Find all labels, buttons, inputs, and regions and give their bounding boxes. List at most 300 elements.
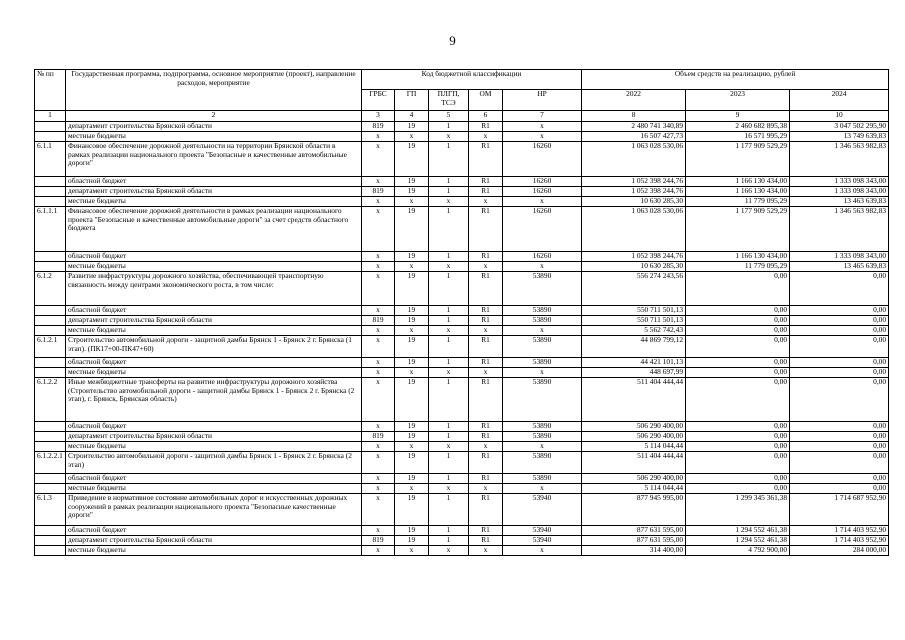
plgp-cell: x	[429, 546, 469, 556]
value-2024-cell: 0,00	[790, 336, 889, 358]
gp-cell: 19	[395, 316, 429, 326]
plgp-cell: 1	[429, 378, 469, 422]
nr-cell: 16260	[503, 142, 582, 177]
plgp-cell: 1	[429, 536, 469, 546]
gp-cell: x	[395, 368, 429, 378]
table-row	[35, 272, 889, 306]
om-cell: R1	[469, 358, 503, 368]
col-number: 4	[395, 111, 429, 122]
value-2023-cell: 0,00	[686, 474, 790, 484]
grbs-cell: 819	[362, 432, 395, 442]
gp-cell: 19	[395, 306, 429, 316]
grbs-cell: x	[362, 452, 395, 474]
plgp-cell: 1	[429, 422, 469, 432]
table-row	[35, 442, 889, 452]
row-num-cell	[35, 536, 66, 546]
row-num-cell	[35, 252, 66, 262]
row-num-cell	[35, 432, 66, 442]
value-2023-cell: 11 779 095,29	[686, 262, 790, 272]
plgp-cell: 1	[429, 122, 469, 132]
value-2023-cell: 0,00	[686, 358, 790, 368]
grbs-cell: x	[362, 132, 395, 142]
value-2024-cell: 0,00	[790, 432, 889, 442]
grbs-cell: x	[362, 272, 395, 306]
row-num-cell	[35, 422, 66, 432]
table-row	[35, 336, 889, 358]
table-row	[35, 187, 889, 197]
plgp-cell: 1	[429, 358, 469, 368]
header-col-2022: 2022	[582, 90, 686, 111]
nr-cell: 16260	[503, 177, 582, 187]
value-2024-cell: 284 000,00	[790, 546, 889, 556]
value-2022-cell: 877 631 595,00	[582, 526, 686, 536]
gp-cell: 19	[395, 177, 429, 187]
value-2023-cell: 1 166 130 434,00	[686, 187, 790, 197]
table-row	[35, 378, 889, 422]
plgp-cell: 1	[429, 142, 469, 177]
value-2024-cell: 0,00	[790, 442, 889, 452]
row-num-cell: 6.1.2	[35, 272, 66, 306]
nr-cell: x	[503, 262, 582, 272]
plgp-cell: 1	[429, 526, 469, 536]
plgp-cell: 1	[429, 452, 469, 474]
grbs-cell: x	[362, 358, 395, 368]
value-2022-cell: 877 631 595,00	[582, 536, 686, 546]
value-2024-cell: 1 714 403 952,90	[790, 536, 889, 546]
om-cell: R1	[469, 316, 503, 326]
plgp-cell: x	[429, 197, 469, 207]
gp-cell: 19	[395, 187, 429, 197]
grbs-cell: x	[362, 142, 395, 177]
value-2023-cell: 4 792 900,00	[686, 546, 790, 556]
nr-cell: 53890	[503, 336, 582, 358]
nr-cell: 53940	[503, 494, 582, 526]
om-cell: R1	[469, 122, 503, 132]
gp-cell: x	[395, 326, 429, 336]
grbs-cell: 819	[362, 536, 395, 546]
grbs-cell: 819	[362, 187, 395, 197]
value-2024-cell: 0,00	[790, 358, 889, 368]
grbs-cell: x	[362, 336, 395, 358]
row-name-cell: областной бюджет	[66, 358, 362, 368]
om-cell: x	[469, 442, 503, 452]
om-cell: R1	[469, 306, 503, 316]
table-row	[35, 368, 889, 378]
value-2023-cell: 16 571 995,29	[686, 132, 790, 142]
value-2024-cell: 13 465 639,83	[790, 262, 889, 272]
om-cell: R1	[469, 378, 503, 422]
value-2022-cell: 16 507 427,73	[582, 132, 686, 142]
value-2023-cell: 11 779 095,29	[686, 197, 790, 207]
om-cell: x	[469, 546, 503, 556]
budget-table	[34, 69, 889, 556]
col-number: 5	[429, 111, 469, 122]
value-2022-cell: 550 711 501,13	[582, 306, 686, 316]
col-number: 3	[362, 111, 395, 122]
table-body	[35, 122, 889, 556]
plgp-cell: x	[429, 442, 469, 452]
om-cell: R1	[469, 272, 503, 306]
value-2024-cell: 13 749 639,83	[790, 132, 889, 142]
value-2022-cell: 44 869 799,12	[582, 336, 686, 358]
om-cell: R1	[469, 142, 503, 177]
value-2023-cell: 0,00	[686, 272, 790, 306]
row-name-cell: местные бюджеты	[66, 546, 362, 556]
col-number: 6	[469, 111, 503, 122]
value-2023-cell: 1 299 345 361,38	[686, 494, 790, 526]
value-2022-cell: 44 421 101,13	[582, 358, 686, 368]
table-row	[35, 546, 889, 556]
grbs-cell: x	[362, 207, 395, 252]
grbs-cell: x	[362, 494, 395, 526]
row-name-cell: областной бюджет	[66, 306, 362, 316]
value-2022-cell: 550 711 501,13	[582, 316, 686, 326]
value-2024-cell: 1 333 098 343,00	[790, 177, 889, 187]
col-number: 2	[66, 111, 362, 122]
value-2023-cell: 0,00	[686, 484, 790, 494]
value-2023-cell: 0,00	[686, 422, 790, 432]
row-name-cell: департамент строительства Брянской области	[66, 432, 362, 442]
row-name-cell: департамент строительства Брянской области	[66, 536, 362, 546]
table-row	[35, 262, 889, 272]
value-2024-cell: 1 346 563 982,83	[790, 207, 889, 252]
col-number: 9	[686, 111, 790, 122]
col-number: 8	[582, 111, 686, 122]
value-2023-cell: 0,00	[686, 378, 790, 422]
row-num-cell	[35, 132, 66, 142]
row-num-cell	[35, 546, 66, 556]
table-row	[35, 252, 889, 262]
gp-cell: 19	[395, 358, 429, 368]
value-2022-cell: 511 404 444,44	[582, 452, 686, 474]
table-row	[35, 474, 889, 484]
plgp-cell: x	[429, 262, 469, 272]
header-num: № пп	[35, 70, 66, 111]
value-2024-cell: 0,00	[790, 272, 889, 306]
table-row	[35, 142, 889, 177]
nr-cell: 53890	[503, 306, 582, 316]
gp-cell: x	[395, 484, 429, 494]
nr-cell: x	[503, 442, 582, 452]
grbs-cell: x	[362, 526, 395, 536]
row-name-cell: местные бюджеты	[66, 132, 362, 142]
value-2022-cell: 448 697,99	[582, 368, 686, 378]
value-2023-cell: 0,00	[686, 316, 790, 326]
gp-cell: x	[395, 132, 429, 142]
value-2022-cell: 1 052 398 244,76	[582, 187, 686, 197]
table-row	[35, 326, 889, 336]
om-cell: x	[469, 197, 503, 207]
row-name-cell: местные бюджеты	[66, 442, 362, 452]
row-num-cell: 6.1.1	[35, 142, 66, 177]
gp-cell: 19	[395, 336, 429, 358]
row-num-cell	[35, 368, 66, 378]
nr-cell: 16260	[503, 207, 582, 252]
gp-cell: 19	[395, 494, 429, 526]
grbs-cell: x	[362, 326, 395, 336]
table-row	[35, 177, 889, 187]
nr-cell: 53890	[503, 272, 582, 306]
gp-cell: x	[395, 442, 429, 452]
header-col-2024: 2024	[790, 90, 889, 111]
value-2022-cell: 1 063 028 530,06	[582, 207, 686, 252]
value-2022-cell: 506 290 400,00	[582, 474, 686, 484]
nr-cell: x	[503, 546, 582, 556]
row-num-cell	[35, 316, 66, 326]
grbs-cell: x	[362, 378, 395, 422]
gp-cell: 19	[395, 536, 429, 546]
row-name-cell: Строительство автомобильной дороги - защитной дамбы Брянск 1 - Брянск 2 г. Брянска (2 этап)	[66, 452, 362, 474]
grbs-cell: x	[362, 262, 395, 272]
value-2022-cell: 1 052 398 244,76	[582, 177, 686, 187]
value-2022-cell: 1 052 398 244,76	[582, 252, 686, 262]
table-row	[35, 526, 889, 536]
row-num-cell	[35, 358, 66, 368]
plgp-cell: 1	[429, 207, 469, 252]
row-name-cell: Иные межбюджетные трансферты на развитие инфраструктуры дорожного хозяйства (Строительство автомобильной дороги - защитной дамбы Брянск 1 - Брянск 2 г. Брянска (2 этап), г. Брянск, Брянская область)	[66, 378, 362, 422]
header-col-om: ОМ	[469, 90, 503, 111]
plgp-cell: 1	[429, 336, 469, 358]
row-name-cell: областной бюджет	[66, 474, 362, 484]
value-2024-cell: 0,00	[790, 326, 889, 336]
header-col-nr: НР	[503, 90, 582, 111]
nr-cell: 53890	[503, 474, 582, 484]
nr-cell: 53890	[503, 452, 582, 474]
value-2023-cell: 0,00	[686, 442, 790, 452]
value-2024-cell: 1 333 098 343,00	[790, 252, 889, 262]
nr-cell: 53890	[503, 432, 582, 442]
value-2022-cell: 511 404 444,44	[582, 378, 686, 422]
grbs-cell: x	[362, 177, 395, 187]
grbs-cell: x	[362, 474, 395, 484]
value-2024-cell: 13 463 639,83	[790, 197, 889, 207]
value-2024-cell: 1 346 563 982,83	[790, 142, 889, 177]
gp-cell: 19	[395, 452, 429, 474]
gp-cell: 19	[395, 432, 429, 442]
plgp-cell: 1	[429, 316, 469, 326]
om-cell: R1	[469, 336, 503, 358]
value-2022-cell: 5 562 742,43	[582, 326, 686, 336]
table-row	[35, 494, 889, 526]
value-2023-cell: 1 177 909 529,29	[686, 207, 790, 252]
om-cell: R1	[469, 474, 503, 484]
row-name-cell: местные бюджеты	[66, 197, 362, 207]
row-name-cell: департамент строительства Брянской области	[66, 316, 362, 326]
value-2024-cell: 0,00	[790, 422, 889, 432]
row-num-cell	[35, 442, 66, 452]
value-2023-cell: 0,00	[686, 452, 790, 474]
row-num-cell: 6.1.2.2	[35, 378, 66, 422]
om-cell: R1	[469, 207, 503, 252]
header-volume: Объем средств на реализацию, рублей	[582, 70, 889, 90]
nr-cell: 53890	[503, 358, 582, 368]
col-number: 10	[790, 111, 889, 122]
plgp-cell: x	[429, 326, 469, 336]
table-row	[35, 316, 889, 326]
gp-cell: 19	[395, 422, 429, 432]
table-row	[35, 132, 889, 142]
value-2024-cell: 0,00	[790, 378, 889, 422]
row-num-cell: 6.1.1.1	[35, 207, 66, 252]
plgp-cell: 1	[429, 494, 469, 526]
value-2024-cell: 0,00	[790, 316, 889, 326]
value-2023-cell: 0,00	[686, 306, 790, 316]
gp-cell: x	[395, 262, 429, 272]
row-num-cell	[35, 306, 66, 316]
value-2023-cell: 1 166 130 434,00	[686, 252, 790, 262]
value-2024-cell: 0,00	[790, 452, 889, 474]
col-number: 7	[503, 111, 582, 122]
value-2024-cell: 0,00	[790, 474, 889, 484]
col-number: 1	[35, 111, 66, 122]
gp-cell: 19	[395, 474, 429, 484]
gp-cell: x	[395, 546, 429, 556]
row-num-cell	[35, 484, 66, 494]
row-name-cell: областной бюджет	[66, 177, 362, 187]
om-cell: x	[469, 484, 503, 494]
value-2022-cell: 5 114 044,44	[582, 442, 686, 452]
value-2024-cell: 0,00	[790, 368, 889, 378]
value-2023-cell: 0,00	[686, 336, 790, 358]
header-budget-code: Код бюджетной классификации	[362, 70, 582, 90]
nr-cell: x	[503, 368, 582, 378]
om-cell: x	[469, 132, 503, 142]
value-2022-cell: 10 630 285,30	[582, 262, 686, 272]
om-cell: R1	[469, 452, 503, 474]
plgp-cell: 1	[429, 252, 469, 262]
row-name-cell: Приведение в нормативное состояние автомобильных дорог и искусственных дорожных сооружений в рамках реализации национального проекта "Безопасные качественные дороги"	[66, 494, 362, 526]
gp-cell: 19	[395, 378, 429, 422]
value-2022-cell: 877 945 995,00	[582, 494, 686, 526]
om-cell: R1	[469, 494, 503, 526]
table-row	[35, 207, 889, 252]
value-2022-cell: 556 274 243,56	[582, 272, 686, 306]
row-num-cell	[35, 177, 66, 187]
table-row	[35, 452, 889, 474]
nr-cell: 53890	[503, 422, 582, 432]
value-2024-cell: 1 714 687 952,90	[790, 494, 889, 526]
row-name-cell: местные бюджеты	[66, 484, 362, 494]
grbs-cell: 819	[362, 316, 395, 326]
row-num-cell	[35, 197, 66, 207]
om-cell: x	[469, 262, 503, 272]
row-name-cell: Финансовое обеспечение дорожной деятельности на территории Брянской области в рамках реализации национального проекта "Безопасные и качественные автомобильные дороги"	[66, 142, 362, 177]
value-2023-cell: 1 294 552 461,38	[686, 536, 790, 546]
gp-cell: 19	[395, 252, 429, 262]
plgp-cell: x	[429, 484, 469, 494]
row-num-cell: 6.1.2.2.1	[35, 452, 66, 474]
nr-cell: 53890	[503, 316, 582, 326]
gp-cell: 19	[395, 122, 429, 132]
value-2023-cell: 1 294 552 461,38	[686, 526, 790, 536]
value-2022-cell: 10 630 285,30	[582, 197, 686, 207]
nr-cell: 16260	[503, 187, 582, 197]
plgp-cell: 1	[429, 306, 469, 316]
om-cell: x	[469, 326, 503, 336]
table-row	[35, 432, 889, 442]
value-2023-cell: 0,00	[686, 326, 790, 336]
header-col-gp: ГП	[395, 90, 429, 111]
header-col-plgp: ПЛГП, ТСЭ	[429, 90, 469, 111]
nr-cell: x	[503, 122, 582, 132]
value-2024-cell: 0,00	[790, 306, 889, 316]
header-col-2023: 2023	[686, 90, 790, 111]
plgp-cell: x	[429, 368, 469, 378]
row-name-cell: областной бюджет	[66, 252, 362, 262]
table-row	[35, 197, 889, 207]
row-num-cell: 6.1.3	[35, 494, 66, 526]
plgp-cell: 1	[429, 187, 469, 197]
om-cell: R1	[469, 526, 503, 536]
om-cell: R1	[469, 252, 503, 262]
table-row	[35, 122, 889, 132]
om-cell: R1	[469, 177, 503, 187]
header-name: Государственная программа, подпрограмма, основное мероприятие (проект), направление расходов, мероприятие	[66, 70, 362, 111]
plgp-cell: x	[429, 132, 469, 142]
row-num-cell	[35, 474, 66, 484]
row-num-cell	[35, 326, 66, 336]
grbs-cell: x	[362, 484, 395, 494]
row-name-cell: областной бюджет	[66, 422, 362, 432]
grbs-cell: x	[362, 422, 395, 432]
grbs-cell: 819	[362, 122, 395, 132]
gp-cell: 19	[395, 272, 429, 306]
row-num-cell: 6.1.2.1	[35, 336, 66, 358]
nr-cell: x	[503, 132, 582, 142]
row-name-cell: Финансовое обеспечение дорожной деятельности в рамках реализации национального проекта "Безопасные и качественные автомобильные дороги" за счет средств областного бюджета	[66, 207, 362, 252]
table-row	[35, 536, 889, 546]
value-2022-cell: 314 400,00	[582, 546, 686, 556]
value-2023-cell: 1 177 909 529,29	[686, 142, 790, 177]
row-name-cell: департамент строительства Брянской области	[66, 187, 362, 197]
gp-cell: x	[395, 197, 429, 207]
om-cell: R1	[469, 187, 503, 197]
value-2023-cell: 0,00	[686, 368, 790, 378]
gp-cell: 19	[395, 207, 429, 252]
row-name-cell: местные бюджеты	[66, 326, 362, 336]
table-row	[35, 484, 889, 494]
row-num-cell	[35, 526, 66, 536]
value-2023-cell: 1 166 130 434,00	[686, 177, 790, 187]
table-row	[35, 422, 889, 432]
table-row	[35, 306, 889, 316]
header-col-grbs: ГРБС	[362, 90, 395, 111]
nr-cell: 16260	[503, 252, 582, 262]
row-name-cell: Развитие инфраструктуры дорожного хозяйства, обеспечивающей транспортную связанность между центрами экономического роста, в том числе:	[66, 272, 362, 306]
value-2024-cell: 3 047 502 295,90	[790, 122, 889, 132]
grbs-cell: x	[362, 442, 395, 452]
row-num-cell	[35, 122, 66, 132]
value-2024-cell: 1 333 098 343,00	[790, 187, 889, 197]
row-name-cell: местные бюджеты	[66, 368, 362, 378]
gp-cell: 19	[395, 142, 429, 177]
om-cell: R1	[469, 432, 503, 442]
value-2024-cell: 1 714 403 952,90	[790, 526, 889, 536]
row-name-cell: местные бюджеты	[66, 262, 362, 272]
grbs-cell: x	[362, 368, 395, 378]
row-num-cell	[35, 187, 66, 197]
om-cell: x	[469, 368, 503, 378]
value-2022-cell: 506 290 400,00	[582, 432, 686, 442]
row-num-cell	[35, 262, 66, 272]
table-row	[35, 358, 889, 368]
value-2022-cell: 1 063 028 530,06	[582, 142, 686, 177]
grbs-cell: x	[362, 306, 395, 316]
nr-cell: x	[503, 197, 582, 207]
value-2023-cell: 2 460 682 895,38	[686, 122, 790, 132]
value-2024-cell: 0,00	[790, 484, 889, 494]
row-name-cell: областной бюджет	[66, 526, 362, 536]
